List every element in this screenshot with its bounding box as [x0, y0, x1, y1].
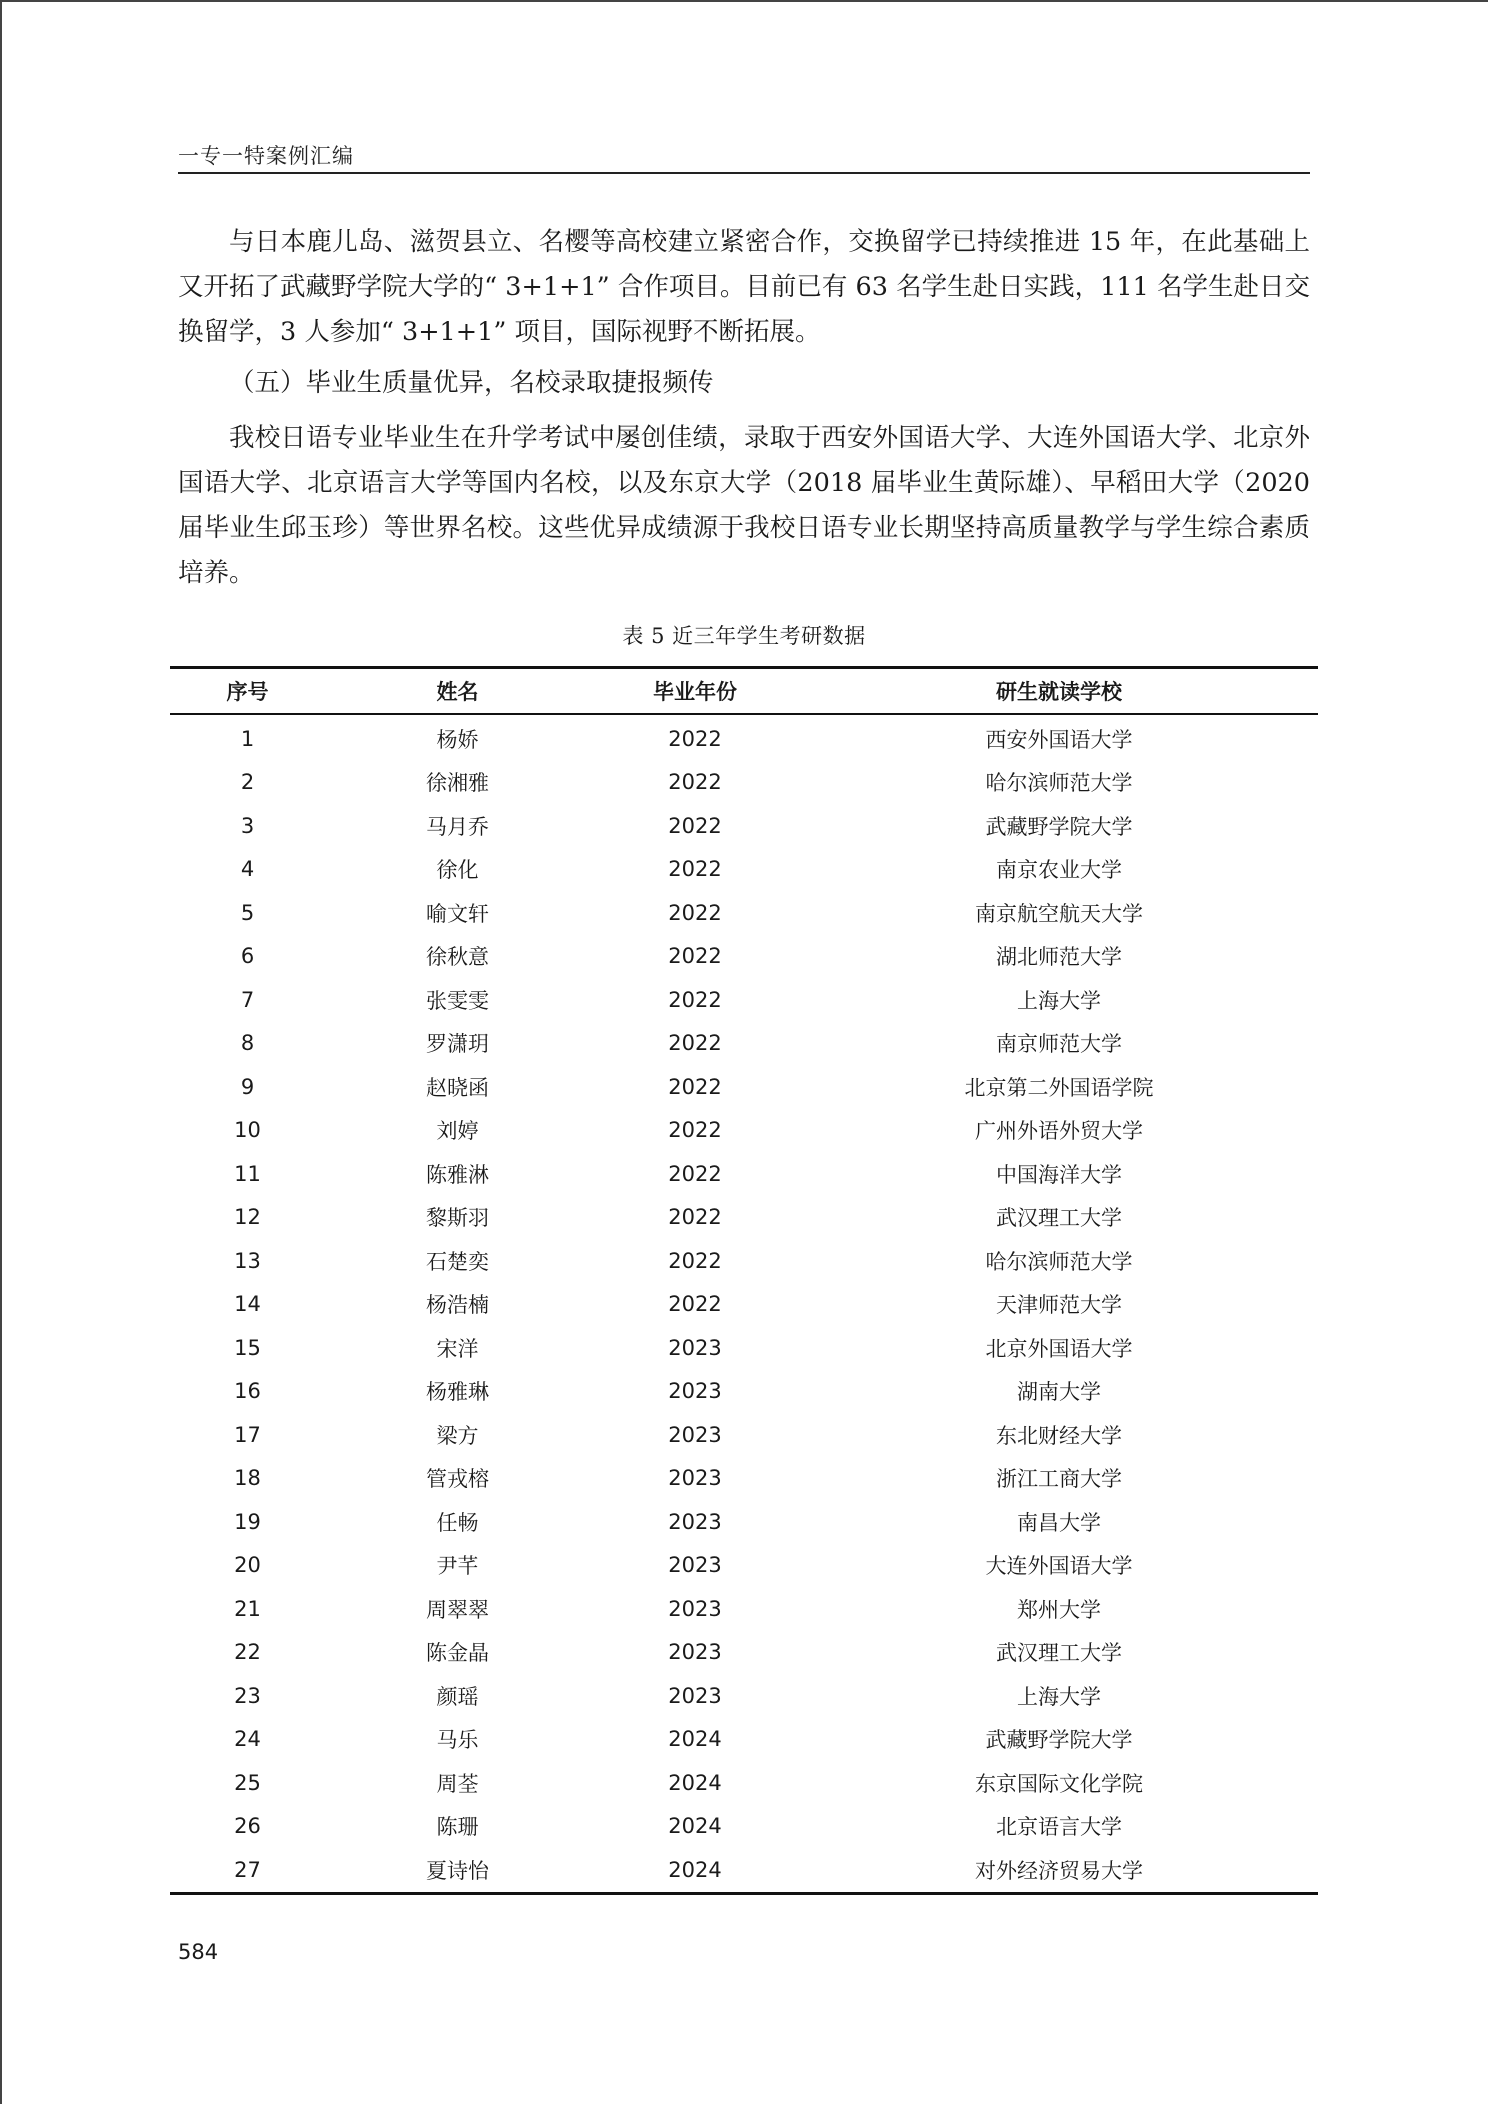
cell-name: 刘婷	[436, 1119, 479, 1144]
cell-index: 8	[240, 1031, 255, 1056]
cell-grad-year: 2022	[668, 813, 722, 838]
page-border-top	[0, 0, 1488, 2]
cell-index: 15	[234, 1335, 261, 1360]
cell-index: 13	[234, 1248, 261, 1273]
cell-index: 26	[234, 1814, 261, 1839]
postgrad-table	[170, 666, 1318, 1895]
cell-name: 马月乔	[426, 814, 489, 839]
cell-name: 徐湘雅	[426, 771, 489, 796]
cell-grad-year: 2022	[668, 1292, 722, 1317]
cell-name: 徐化	[436, 858, 479, 883]
cell-school: 北京语言大学	[996, 1815, 1122, 1840]
table-row	[170, 1109, 1318, 1153]
page-content	[178, 220, 1310, 1895]
cell-name: 任畅	[436, 1510, 479, 1535]
table-caption: 表 5 近三年学生考研数据	[622, 624, 866, 648]
cell-school: 天津师范大学	[996, 1293, 1122, 1318]
cell-school: 北京第二外国语学院	[964, 1075, 1154, 1100]
cell-grad-year: 2022	[668, 1118, 722, 1143]
table-row	[170, 761, 1318, 805]
cell-school: 哈尔滨师范大学	[985, 771, 1133, 796]
cell-grad-year: 2023	[668, 1683, 722, 1708]
table-row	[170, 1500, 1318, 1544]
cell-grad-year: 2022	[668, 726, 722, 751]
table-row	[170, 1631, 1318, 1675]
page-number: 584	[178, 1940, 219, 1964]
cell-index: 1	[240, 726, 255, 751]
cell-index: 18	[234, 1466, 261, 1491]
cell-grad-year: 2022	[668, 1161, 722, 1186]
cell-school: 武汉理工大学	[996, 1206, 1122, 1231]
cell-school: 南昌大学	[1017, 1510, 1101, 1535]
table-row	[170, 1805, 1318, 1849]
cell-school: 东北财经大学	[996, 1423, 1122, 1448]
cell-school: 南京农业大学	[996, 858, 1122, 883]
cell-name: 颜瑶	[436, 1684, 479, 1709]
cell-index: 20	[234, 1553, 261, 1578]
cell-name: 夏诗怡	[325, 1848, 590, 1893]
cell-school: 北京外国语大学	[985, 1336, 1133, 1361]
cell-school: 中国海洋大学	[996, 1162, 1122, 1187]
cell-school: 大连外国语大学	[985, 1554, 1133, 1579]
cell-name: 宋洋	[436, 1336, 479, 1361]
cell-school: 西安外国语大学	[985, 727, 1133, 752]
cell-index: 11	[234, 1161, 261, 1186]
cell-school: 武汉理工大学	[996, 1641, 1122, 1666]
table-row	[170, 1848, 1318, 1893]
cell-index: 19	[234, 1509, 261, 1534]
table-header-row	[170, 668, 1318, 715]
table-row	[170, 1761, 1318, 1805]
cell-school: 南京师范大学	[996, 1032, 1122, 1057]
cell-index: 5	[240, 900, 255, 925]
cell-grad-year: 2023	[668, 1379, 722, 1404]
table-row	[170, 1587, 1318, 1631]
cell-name: 陈珊	[436, 1815, 479, 1840]
cell-name: 喻文轩	[426, 901, 489, 926]
cell-school: 郑州大学	[1017, 1597, 1101, 1622]
cell-name: 尹芊	[436, 1554, 479, 1579]
table-row	[170, 891, 1318, 935]
cell-name: 杨浩楠	[426, 1293, 489, 1318]
cell-school: 武藏野学院大学	[985, 814, 1133, 839]
running-head: 一专一特案例汇编	[178, 144, 354, 168]
cell-index: 27	[170, 1848, 325, 1893]
cell-name: 陈雅淋	[426, 1162, 489, 1187]
cell-grad-year: 2023	[668, 1335, 722, 1360]
cell-index: 2	[240, 770, 255, 795]
cell-name: 周翠翠	[426, 1597, 489, 1622]
table-row	[170, 1326, 1318, 1370]
cell-school: 湖北师范大学	[996, 945, 1122, 970]
table-row	[170, 1152, 1318, 1196]
cell-index: 10	[234, 1118, 261, 1143]
table-row	[170, 1718, 1318, 1762]
cell-index: 4	[240, 857, 255, 882]
cell-grad-year: 2023	[668, 1553, 722, 1578]
table-row	[170, 1674, 1318, 1718]
table-row	[170, 848, 1318, 892]
table-row	[170, 804, 1318, 848]
cell-grad-year: 2024	[668, 1770, 722, 1795]
cell-name: 管戎榕	[426, 1467, 489, 1492]
table-row	[170, 1283, 1318, 1327]
paragraph-exchange: 与日本鹿儿岛、滋贺县立、名樱等高校建立紧密合作，交换留学已持续推进 15 年，在此基础上又开拓了武藏野学院大学的“ 3+1+1” 合作项目。目前已有 63 名学生赴日实践，111 名学生赴日交换留学，3 人参加“ 3+1+1” 项目，国际视野不断拓展。	[178, 227, 1310, 347]
cell-name: 赵晓函	[426, 1075, 489, 1100]
cell-grad-year: 2023	[668, 1640, 722, 1665]
cell-index: 23	[234, 1683, 261, 1708]
table-row	[170, 714, 1318, 761]
header-rule	[178, 172, 1310, 174]
cell-grad-year: 2022	[668, 900, 722, 925]
cell-name: 黎斯羽	[426, 1206, 489, 1231]
table-body	[170, 714, 1318, 1893]
cell-name: 梁方	[436, 1423, 479, 1448]
cell-index: 22	[234, 1640, 261, 1665]
cell-name: 罗潇玥	[426, 1032, 489, 1057]
table-row	[170, 1544, 1318, 1588]
cell-grad-year: 2024	[668, 1814, 722, 1839]
table-row	[170, 1196, 1318, 1240]
cell-school: 浙江工商大学	[996, 1467, 1122, 1492]
cell-index: 3	[240, 813, 255, 838]
cell-index: 25	[234, 1770, 261, 1795]
cell-school: 湖南大学	[1017, 1380, 1101, 1405]
table-row	[170, 1065, 1318, 1109]
paragraph-graduates: 我校日语专业毕业生在升学考试中屡创佳绩，录取于西安外国语大学、大连外国语大学、北京外国语大学、北京语言大学等国内名校，以及东京大学（2018 届毕业生黄际雄）、早稻田大学（2020 届毕业生邱玉珍）等世界名校。这些优异成绩源于我校日语专业长期坚持高质量教学与学生综合素质培养。	[178, 423, 1310, 588]
section-heading: （五）毕业生质量优异，名校录取捷报频传	[229, 368, 714, 398]
cell-index: 21	[234, 1596, 261, 1621]
cell-school: 东京国际文化学院	[975, 1771, 1143, 1796]
cell-name: 石楚奕	[426, 1249, 489, 1274]
cell-grad-year: 2024	[668, 1727, 722, 1752]
table-row	[170, 935, 1318, 979]
page-border-left	[0, 0, 2, 2104]
cell-name: 陈金晶	[426, 1641, 489, 1666]
table-row	[170, 1413, 1318, 1457]
cell-index: 16	[234, 1379, 261, 1404]
cell-name: 张雯雯	[426, 988, 489, 1013]
table-row	[170, 1370, 1318, 1414]
cell-school: 对外经济贸易大学	[800, 1848, 1318, 1893]
cell-index: 7	[240, 987, 255, 1012]
cell-grad-year: 2024	[590, 1848, 800, 1893]
cell-grad-year: 2022	[668, 770, 722, 795]
header-name: 姓名	[325, 668, 590, 715]
cell-index: 14	[234, 1292, 261, 1317]
cell-grad-year: 2022	[668, 857, 722, 882]
cell-grad-year: 2023	[668, 1596, 722, 1621]
header-grad-year: 毕业年份	[590, 668, 800, 715]
cell-index: 17	[234, 1422, 261, 1447]
cell-index: 24	[234, 1727, 261, 1752]
cell-index: 12	[234, 1205, 261, 1230]
cell-grad-year: 2022	[668, 1248, 722, 1273]
cell-grad-year: 2023	[668, 1466, 722, 1491]
cell-grad-year: 2023	[668, 1509, 722, 1534]
table-row	[170, 978, 1318, 1022]
cell-grad-year: 2023	[668, 1422, 722, 1447]
cell-index: 9	[240, 1074, 255, 1099]
header-index: 序号	[170, 668, 325, 715]
table-row	[170, 1239, 1318, 1283]
cell-name: 周荃	[436, 1771, 479, 1796]
cell-name: 马乐	[436, 1728, 479, 1753]
cell-grad-year: 2022	[668, 987, 722, 1012]
cell-school: 哈尔滨师范大学	[985, 1249, 1133, 1274]
cell-school: 上海大学	[1017, 988, 1101, 1013]
cell-grad-year: 2022	[668, 1074, 722, 1099]
cell-index: 6	[240, 944, 255, 969]
cell-school: 南京航空航天大学	[975, 901, 1143, 926]
cell-school: 上海大学	[1017, 1684, 1101, 1709]
cell-school: 武藏野学院大学	[985, 1728, 1133, 1753]
cell-school: 广州外语外贸大学	[975, 1119, 1143, 1144]
header-school: 研生就读学校	[800, 668, 1318, 715]
cell-grad-year: 2022	[668, 944, 722, 969]
cell-name: 杨雅琳	[426, 1380, 489, 1405]
cell-grad-year: 2022	[668, 1031, 722, 1056]
cell-name: 杨娇	[436, 727, 479, 752]
table-row	[170, 1022, 1318, 1066]
cell-name: 徐秋意	[426, 945, 489, 970]
cell-grad-year: 2022	[668, 1205, 722, 1230]
table-row	[170, 1457, 1318, 1501]
